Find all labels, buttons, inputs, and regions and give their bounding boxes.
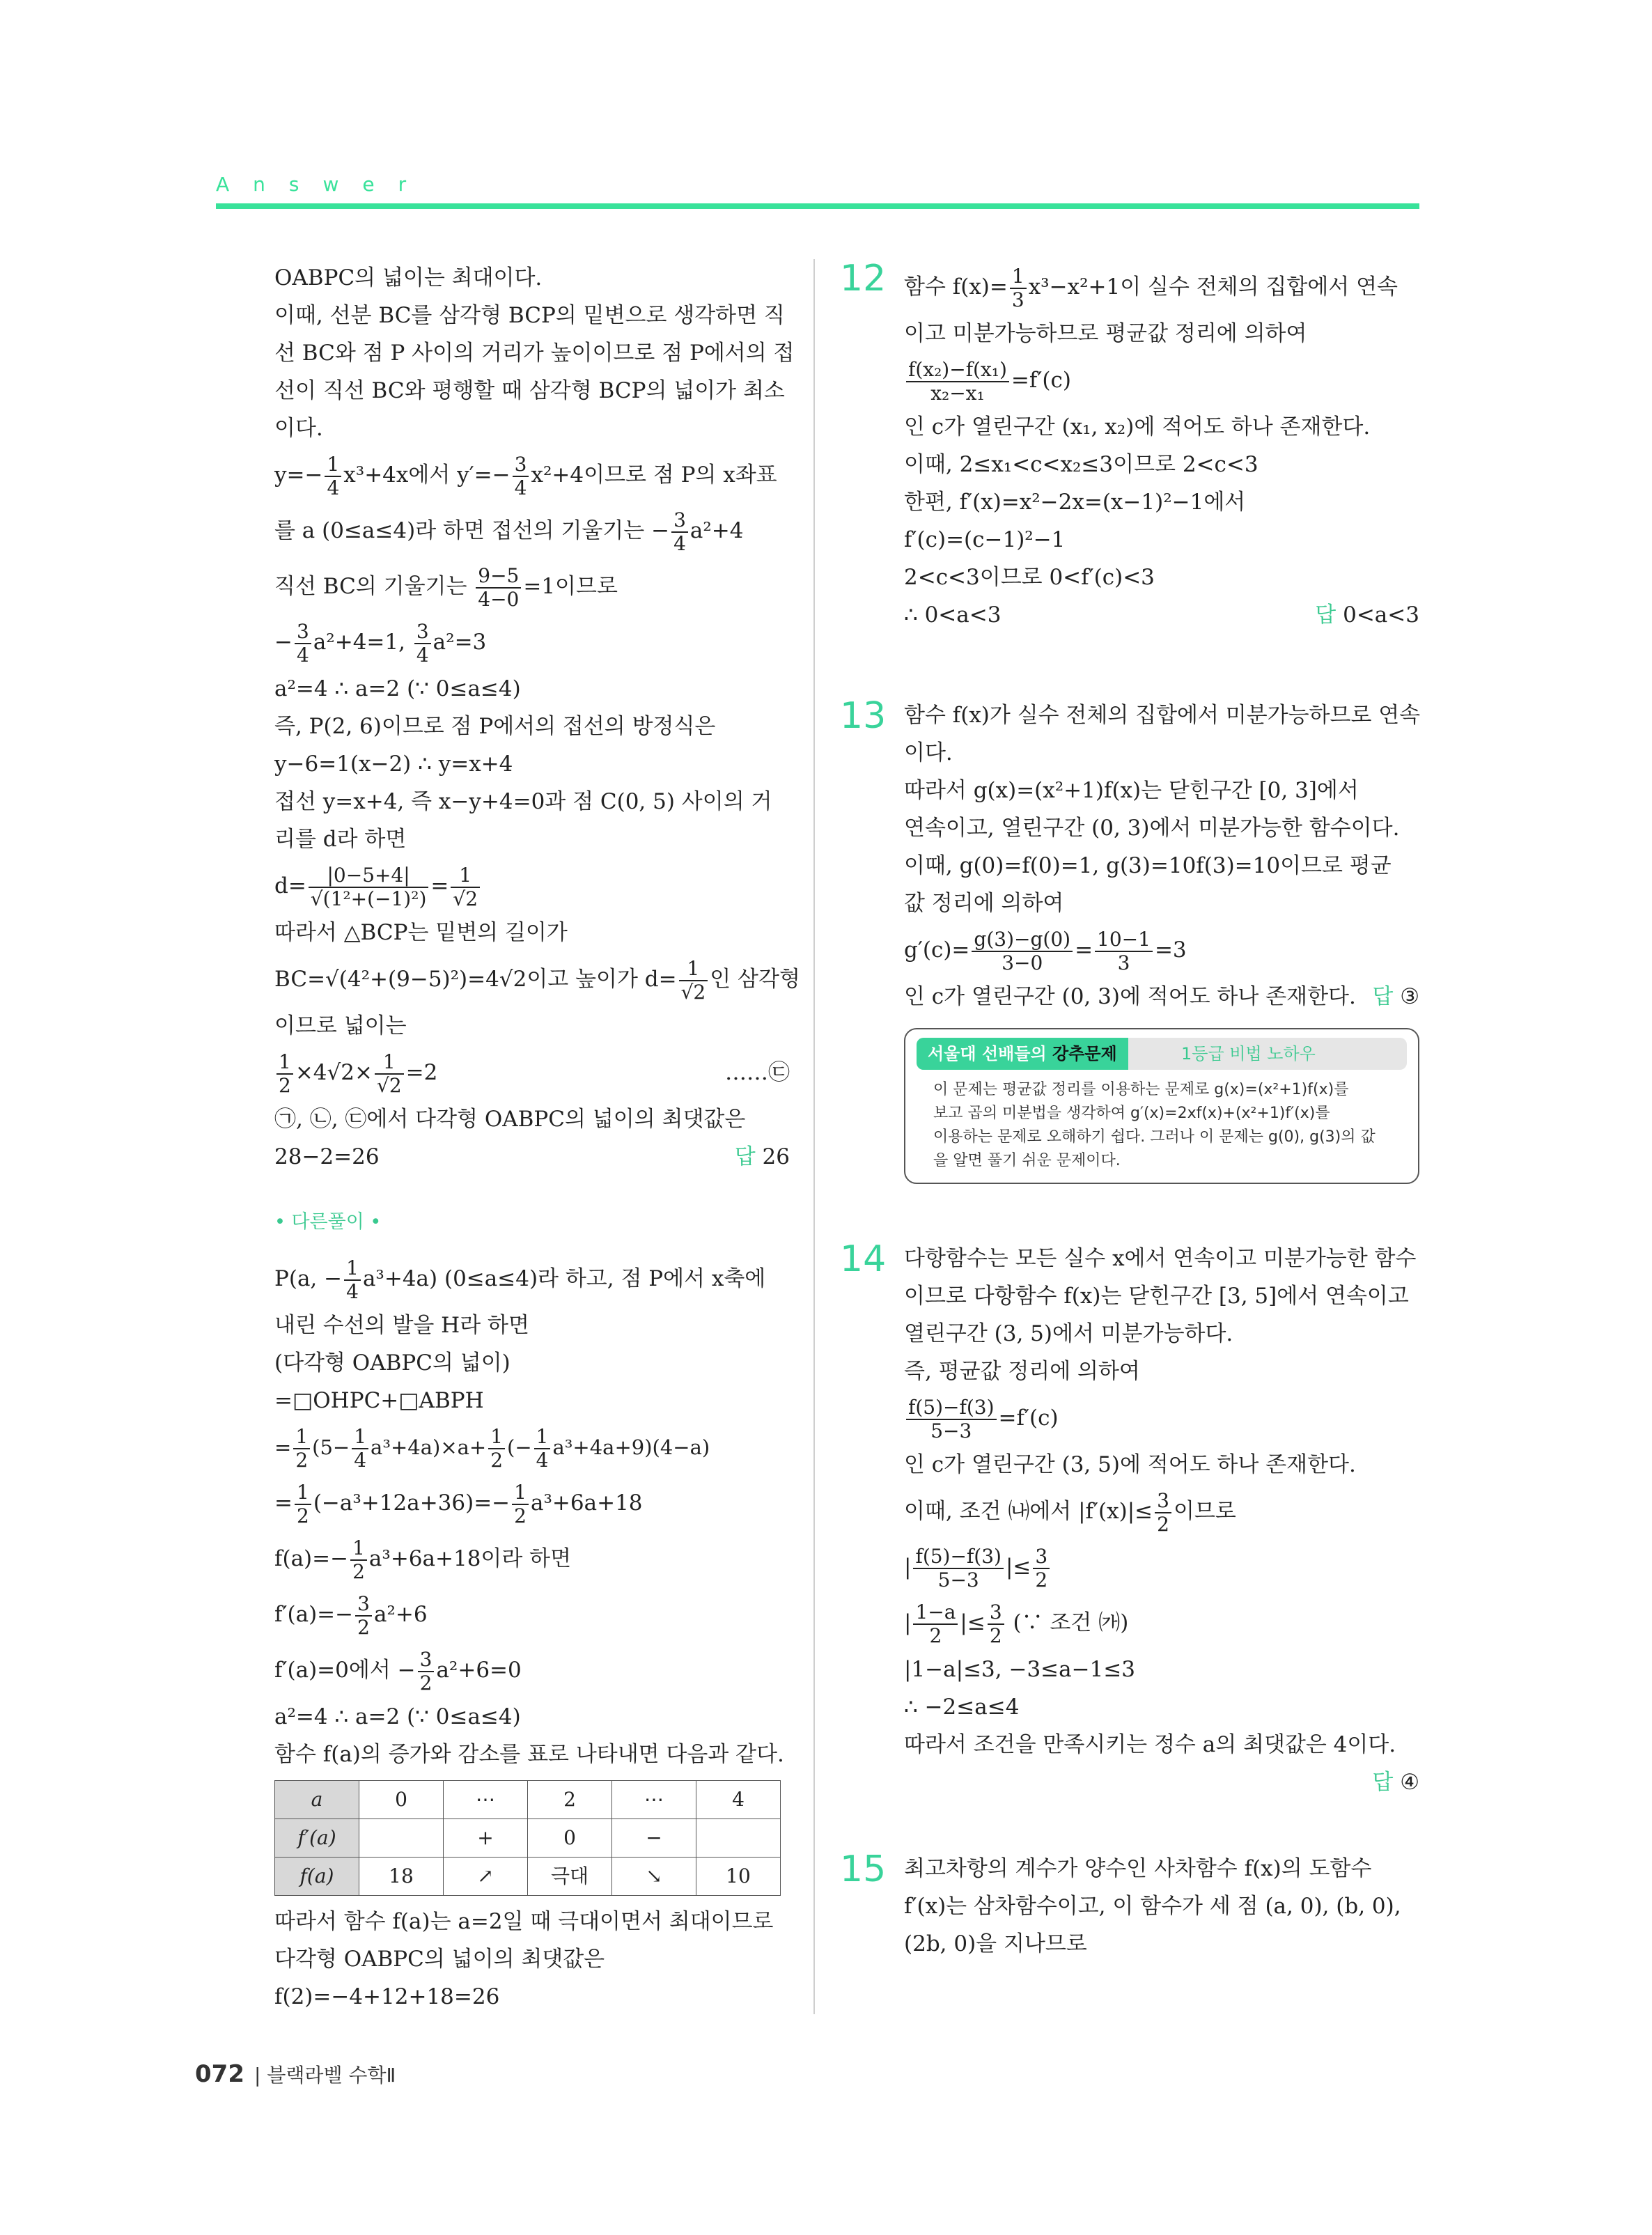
column-divider [813,259,815,2014]
eq-text: =f′(c) [1011,368,1071,393]
text-line: =□OHPC+□ABPH [274,1388,484,1413]
eq-text: 이므로 [1173,1499,1236,1524]
left-column [274,259,800,2016]
fraction-numerator: 1 [512,1481,529,1505]
eq-text: a²+6=0 [436,1658,522,1683]
fraction [309,864,429,910]
tip-line: 이용하는 문제로 오해하기 쉽다. 그러나 이 문제는 g(0), g(3)의 값 [933,1128,1376,1146]
eq-text: =f′(c) [998,1405,1059,1431]
eq-text: a³+6a+18이라 하면 [368,1546,572,1571]
text-line: a²=4 ∴ a=2 (∵ 0≤a≤4) [274,1704,521,1729]
fraction-denominator: 4 [354,1449,367,1472]
fraction-denominator: 4 [416,643,429,667]
text-line: 이므로 넓이는 [274,1013,407,1038]
eq-text: a²+4=1, [313,630,412,655]
equation-line [274,503,790,559]
text-line: 다항함수는 모든 실수 x에서 연속이고 미분가능한 함수 [904,1246,1417,1271]
fraction-numerator: 1 [295,1481,311,1505]
table-cell: f(a) [275,1858,359,1896]
problem-number: 14 [840,1238,887,1280]
eq-text: =1이므로 [523,574,618,599]
eq-text: 를 a (0≤a≤4)라 하면 접선의 기울기는 − [274,518,670,543]
table-cell: ↘ [612,1858,696,1896]
equation-line [274,951,800,1007]
fraction-denominator: x₂−x₁ [930,381,985,405]
eq-text: = [1075,937,1093,963]
fraction [1095,928,1153,974]
fraction [513,453,529,499]
final-answer [1372,978,1419,1015]
eq-text: a²+6 [373,1602,428,1627]
fraction [350,1537,367,1583]
fraction [418,1649,435,1695]
tip-badge [917,1038,1128,1070]
text-line: 2<c<3이므로 0<f′(c)<3 [904,565,1155,590]
problem-15-solution [840,1848,1419,1963]
problem-13-solution [840,695,1421,1184]
eq-text: ×4√2× [295,1060,373,1085]
equation-line [274,1587,790,1642]
fraction-numerator: 3 [671,509,688,533]
fraction-numerator: 1 [679,958,708,981]
fraction-numerator: 1 [375,1051,404,1075]
text-line: 다각형 OABPC의 넓이의 최댓값은 [274,1947,605,1972]
text-line: 선이 직선 BC와 평행할 때 삼각형 BCP의 넓이가 최소 [274,378,785,403]
text-line: 최고차항의 계수가 양수인 사차함수 f(x)의 도함수 [904,1856,1372,1881]
eq-text: y=− [274,462,323,488]
text-line: 이다. [274,416,323,441]
text-line: 이므로 다항함수 f(x)는 닫힌구간 [3, 5]에서 연속이고 [904,1284,1409,1309]
fraction-denominator: 4 [327,476,340,499]
text-line: 즉, 평균값 정리에 의하여 [904,1359,1140,1384]
answer-value: ③ [1400,984,1419,1009]
eq-text: 직선 BC의 기울기는 [274,574,474,599]
table-row [275,1781,781,1819]
eq-text: a³+4a+9)(4−a) [552,1435,710,1459]
answer-label: 답 [1372,984,1394,1009]
fraction [451,864,480,910]
fraction-denominator: 3−0 [1002,951,1043,974]
fraction-denominator: 2 [279,1073,291,1097]
text-line: (다각형 OABPC의 넓이) [274,1350,511,1376]
section-header-label: Answer [216,173,430,196]
text-line: 따라서 △BCP는 밑변의 길이가 [274,920,568,945]
fraction [325,453,341,499]
answer-line [904,596,1419,634]
fraction-numerator: 3 [1155,1490,1171,1513]
fraction [375,1051,404,1097]
text-line: 연속이고, 열린구간 (0, 3)에서 미분가능한 함수이다. [904,816,1400,841]
fraction-numerator: 3 [1033,1545,1050,1569]
fraction-denominator: 5−3 [930,1419,972,1442]
problem-14-solution [840,1238,1419,1801]
eq-text: |≤ [1005,1555,1031,1580]
fraction [355,1593,372,1639]
fraction-numerator: 1 [1010,265,1027,289]
fraction-denominator: √2 [680,980,706,1004]
eq-text: (∵ 조건 ㈎) [1006,1610,1129,1635]
eq-text: 이때, 조건 ㈏에서 |f′(x)|≤ [904,1499,1153,1524]
text-line: 인 c가 열린구간 (3, 5)에 적어도 하나 존재한다. [904,1452,1356,1477]
eq-text: | [904,1555,912,1580]
fraction-denominator: 4−0 [478,587,520,611]
fraction [906,1396,997,1442]
final-answer [1372,1763,1419,1801]
text-line: ∴ −2≤a≤4 [904,1695,1020,1720]
eq-text: 28−2=26 [274,1144,380,1169]
fraction-denominator: 2 [1157,1512,1169,1536]
fraction-numerator: 1 [344,1257,361,1281]
problem-number: 15 [840,1848,887,1890]
fraction-numerator: |0−5+4| [309,864,429,888]
eq-text: − [274,630,293,655]
right-column [840,258,1421,1991]
text-line: ㉠, ㉡, ㉢에서 다각형 OABPC의 넓이의 최댓값은 [274,1107,746,1132]
fraction-numerator: 1 [534,1426,551,1449]
fraction-denominator: 3 [1117,951,1130,974]
equation-line [904,352,1419,408]
fraction-denominator: √(1²+(−1)²) [310,887,427,910]
alternative-solution-title: • 다른풀이 • [274,1211,382,1233]
text-line: 이고 미분가능하므로 평균값 정리에 의하여 [904,321,1307,346]
table-row [275,1858,781,1896]
fraction [972,928,1073,974]
book-title: 블랙라벨 수학Ⅱ [267,2064,396,2087]
equation-line [274,858,790,914]
fraction-numerator: g(3)−g(0) [972,928,1073,952]
fraction [1010,265,1027,311]
text-line: f′(c)=(c−1)²−1 [904,527,1066,552]
eq-text: 함수 f(x)= [904,274,1008,299]
tip-badge-bold: 강추문제 [1052,1044,1117,1064]
text-line: 리를 d라 하면 [274,827,407,852]
eq-text: = [430,873,449,898]
fraction-denominator: 5−3 [937,1568,979,1591]
fraction-denominator: 4 [536,1449,549,1472]
fraction-numerator: 1 [325,453,341,477]
problem-number: 12 [840,258,887,299]
text-line: 한편, f′(x)=x²−2x=(x−1)²−1에서 [904,490,1246,515]
eq-text: f′(a)=− [274,1602,354,1627]
fraction-denominator: 2 [1035,1568,1048,1591]
text-line: 따라서 조건을 만족시키는 정수 a의 최댓값은 4이다. [904,1732,1396,1757]
equation-line [274,447,790,503]
equation-line [274,1045,790,1100]
fraction [352,1426,368,1472]
fraction-denominator: 3 [1011,288,1024,311]
eq-text: = [274,1435,292,1459]
fraction-numerator: 1 [451,864,480,888]
page-number: 072 [195,2060,244,2088]
table-cell: 2 [528,1781,612,1819]
eq-text: d= [274,873,306,898]
equation-line [274,1419,790,1475]
eq-text: f(a)=− [274,1546,349,1571]
fraction-denominator: 4 [673,531,686,555]
answer-value: 0<a<3 [1343,602,1419,628]
fraction [295,1481,311,1527]
equation-line [904,1390,1419,1446]
tip-subtitle: 1등급 비법 노하우 [1181,1044,1316,1064]
fraction-denominator: 2 [514,1504,527,1527]
answer-value: 26 [762,1144,790,1169]
fraction-numerator: 3 [988,1601,1004,1625]
eq-text: a³+4a)×a+ [371,1435,487,1459]
equation-line [904,1595,1419,1651]
eq-text: x³−x²+1이 실수 전체의 집합에서 연속 [1028,274,1398,299]
fraction [1155,1490,1171,1536]
table-cell: 18 [359,1858,444,1896]
page-footer [195,2060,396,2088]
fraction [276,1051,293,1097]
table-cell: 0 [359,1781,444,1819]
answer-label: 답 [734,1144,756,1169]
fraction-denominator: 2 [352,1559,365,1583]
fraction-denominator: 2 [989,1623,1002,1647]
fraction [671,509,688,555]
eq-text: (−a³+12a+36)=− [313,1490,511,1516]
final-answer [1315,596,1419,634]
text-line: 함수 f(x)가 실수 전체의 집합에서 미분가능하므로 연속 [904,703,1421,728]
fraction-numerator: 9−5 [476,565,521,589]
equation-line [274,559,790,614]
eq-text: =3 [1154,937,1187,963]
fraction-numerator: 1 [352,1426,368,1449]
equation-line [904,1539,1419,1595]
eq-text: a²+4 [689,518,744,543]
text-line: f′(x)는 삼차함수이고, 이 함수가 세 점 (a, 0), (b, 0), [904,1894,1401,1919]
fraction [906,359,1009,405]
table-cell: ⋯ [612,1781,696,1819]
fraction-numerator: f(x₂)−f(x₁) [906,359,1009,382]
eq-text: a³+6a+18 [531,1490,643,1516]
tip-line: 을 알면 풀기 쉬운 문제이다. [933,1152,1121,1169]
eq-text: | [904,1610,912,1635]
eq-text: (− [507,1435,532,1459]
fraction [344,1257,361,1303]
answer-line [274,1138,790,1176]
eq-text: = [274,1490,293,1516]
problem-12-solution [840,258,1419,634]
fraction-denominator: 4 [296,643,309,667]
eq-text: f′(a)=0에서 − [274,1658,416,1683]
eq-text: 인 c가 열린구간 (0, 3)에 적어도 하나 존재한다. [904,984,1356,1009]
tip-box [904,1028,1419,1184]
answer-line [904,1763,1419,1801]
text-line: 값 정리에 의하여 [904,891,1064,916]
eq-text: x²+4이므로 점 P의 x좌표 [531,462,777,488]
equation-line [274,1251,790,1307]
table-cell: ⋯ [444,1781,528,1819]
fraction-denominator: 2 [357,1615,370,1639]
text-line: 이때, g(0)=f(0)=1, g(3)=10f(3)=10이므로 평균 [904,853,1392,878]
text-line: 접선 y=x+4, 즉 x−y+4=0과 점 C(0, 5) 사이의 거 [274,789,772,814]
fraction [679,958,708,1004]
equation-line [904,1483,1419,1539]
table-cell: a [275,1781,359,1819]
equation-line [904,922,1419,978]
table-cell: ↗ [444,1858,528,1896]
table-cell: 4 [696,1781,781,1819]
table-cell: + [444,1819,528,1858]
eq-text: 인 삼각형 [710,967,800,992]
fraction-numerator: 10−1 [1095,928,1153,952]
increase-decrease-table [274,1780,781,1896]
final-answer [735,1138,790,1176]
fraction [293,1426,310,1472]
problem-number: 13 [840,695,887,737]
footer-separator: | [254,2064,261,2087]
text-line: 내린 수선의 발을 H라 하면 [274,1313,529,1338]
eq-text: x³+4x에서 y′=− [343,462,511,488]
tip-header [917,1038,1407,1070]
table-cell [359,1819,444,1858]
text-line: y−6=1(x−2) ∴ y=x+4 [274,752,513,777]
fraction-denominator: 2 [296,1504,309,1527]
text-line: a²=4 ∴ a=2 (∵ 0≤a≤4) [274,676,521,701]
fraction [295,621,311,667]
fraction [913,1601,958,1647]
equation-line [274,1642,790,1698]
tip-body [905,1078,1418,1173]
fraction-denominator: 4 [514,476,527,499]
eq-text: |≤ [960,1610,985,1635]
equation-line [274,1475,790,1531]
tip-line: 보고 곱의 미분법을 생각하여 g′(x)=2xf(x)+(x²+1)f′(x)를 [933,1105,1330,1122]
answer-line [904,978,1419,1015]
fraction-numerator: 3 [295,621,311,644]
text-line: 인 c가 열린구간 (x₁, x₂)에 적어도 하나 존재한다. [904,414,1371,439]
equation-marker: ……㉢ [725,1060,790,1085]
fraction-numerator: 3 [418,1649,435,1672]
fraction-numerator: 1 [488,1426,505,1449]
eq-text: P(a, − [274,1266,343,1291]
answer-value: ④ [1400,1770,1419,1795]
fraction-numerator: 1 [293,1426,310,1449]
fraction-denominator: √2 [376,1073,402,1097]
equation-line [274,614,790,670]
fraction [512,1481,529,1527]
fraction [488,1426,505,1472]
text-line: 이때, 선분 BC를 삼각형 BCP의 밑변으로 생각하면 직 [274,303,785,328]
answer-label: 답 [1372,1770,1394,1795]
fraction [414,621,431,667]
text-line: 따라서 함수 f(a)는 a=2일 때 극대이면서 최대이므로 [274,1909,774,1934]
table-row [275,1819,781,1858]
fraction-numerator: 3 [513,453,529,477]
fraction-denominator: 2 [929,1623,942,1647]
fraction-numerator: f(5)−f(3) [913,1545,1004,1569]
equation-line [904,259,1419,315]
table-cell: 0 [528,1819,612,1858]
text-line: f(2)=−4+12+18=26 [274,1984,500,2009]
fraction [534,1426,551,1472]
fraction-denominator: 4 [346,1279,359,1303]
text-line: 이다. [904,740,953,765]
fraction-denominator: 2 [419,1671,433,1695]
tip-badge-text: 서울대 선배들의 [928,1044,1052,1064]
fraction-denominator: 2 [295,1449,309,1472]
header-rule [216,203,1419,209]
table-cell: − [612,1819,696,1858]
text-line: 열린구간 (3, 5)에서 미분가능하다. [904,1321,1233,1346]
text-line: OABPC의 넓이는 최대이다. [274,265,543,290]
eq-text: (5− [312,1435,350,1459]
eq-text: a³+4a) (0≤a≤4)라 하고, 점 P에서 x축에 [362,1266,766,1291]
eq-text: BC=√(4²+(9−5)²)=4√2이고 높이가 d= [274,967,677,992]
text-line: 선 BC와 점 P 사이의 거리가 높이이므로 점 P에서의 접 [274,341,795,366]
fraction-numerator: 1−a [913,1601,958,1625]
fraction [476,565,521,611]
fraction-numerator: 3 [414,621,431,644]
table-cell: 극대 [528,1858,612,1896]
table-cell: 10 [696,1858,781,1896]
text-line: (2b, 0)을 지나므로 [904,1931,1087,1956]
fraction [988,1601,1004,1647]
text-line: |1−a|≤3, −3≤a−1≤3 [904,1657,1136,1682]
eq-text: g′(c)= [904,937,970,963]
eq-text: =2 [405,1060,438,1085]
fraction-numerator: f(5)−f(3) [906,1396,997,1420]
equation-line [274,1531,790,1587]
fraction-numerator: 3 [355,1593,372,1617]
text-line: 이때, 2≤x₁<c<x₂≤3이므로 2<c<3 [904,452,1259,477]
table-cell: f′(a) [275,1819,359,1858]
text-line: 따라서 g(x)=(x²+1)f(x)는 닫힌구간 [0, 3]에서 [904,778,1359,803]
text-line: 즉, P(2, 6)이므로 점 P에서의 접선의 방정식은 [274,714,716,739]
fraction [913,1545,1004,1591]
fraction-denominator: √2 [453,887,478,910]
fraction-numerator: 1 [276,1051,293,1075]
answer-label: 답 [1315,602,1337,628]
table-cell [696,1819,781,1858]
tip-line: 이 문제는 평균값 정리를 이용하는 문제로 g(x)=(x²+1)f(x)를 [933,1081,1349,1098]
eq-text: a²=3 [433,630,487,655]
text-line: 함수 f(a)의 증가와 감소를 표로 나타내면 다음과 같다. [274,1742,784,1767]
eq-text: ∴ 0<a<3 [904,602,1002,628]
fraction-numerator: 1 [350,1537,367,1561]
fraction [1033,1545,1050,1591]
fraction-denominator: 2 [490,1449,504,1472]
